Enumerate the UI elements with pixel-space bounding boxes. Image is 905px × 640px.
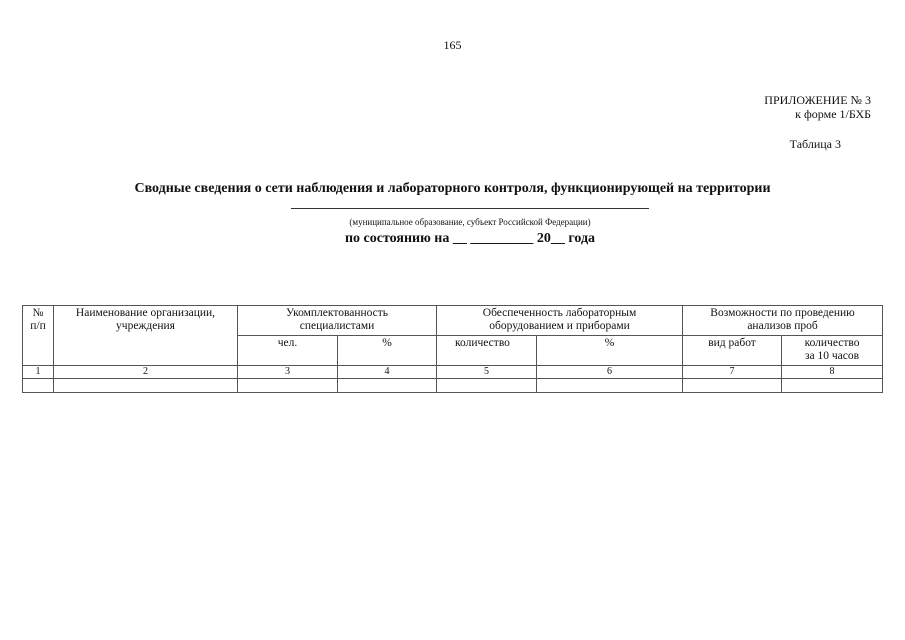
header-staffing bbox=[238, 306, 437, 336]
subheader-work-type: вид работ bbox=[683, 336, 782, 366]
column-number: 6 bbox=[537, 366, 683, 379]
table-cell bbox=[238, 379, 338, 393]
subheader-staff-percent: % bbox=[338, 336, 437, 366]
header-analysis-capacity bbox=[683, 306, 883, 336]
header-equipment bbox=[437, 306, 683, 336]
column-number-row bbox=[23, 366, 883, 379]
table-label: Таблица 3 bbox=[789, 137, 841, 151]
header-number-abbrev: п/п bbox=[30, 320, 46, 332]
territory-caption: (муниципальное образование, субъект Российской Федерации) bbox=[349, 217, 591, 227]
subheader-staff-count: чел. bbox=[238, 336, 338, 366]
column-number: 2 bbox=[54, 366, 238, 379]
document-title: Сводные сведения о сети наблюдения и лабораторного контроля, функционирующей на территории bbox=[134, 181, 771, 196]
header-staffing-line2: специалистами bbox=[299, 320, 375, 332]
header-analysis-line2: анализов проб bbox=[747, 320, 818, 332]
territory-blank-line bbox=[291, 208, 649, 209]
date-line: по состоянию на __ _________ 20__ года bbox=[344, 231, 596, 246]
column-number: 5 bbox=[437, 366, 537, 379]
appendix-form: к форме 1/БХБ bbox=[795, 107, 871, 121]
table-cell bbox=[54, 379, 238, 393]
header-number-symbol: № bbox=[32, 307, 44, 319]
table-cell bbox=[683, 379, 782, 393]
header-organization bbox=[54, 306, 238, 366]
header-organization-line2: учреждения bbox=[116, 320, 175, 332]
table-cell bbox=[437, 379, 537, 393]
appendix-reference bbox=[764, 93, 871, 121]
subheader-samples-count-line2: за 10 часов bbox=[804, 350, 860, 362]
header-equipment-line2: оборудованием и приборами bbox=[489, 320, 630, 332]
header-equipment-line1: Обеспеченность лабораторным bbox=[482, 307, 637, 319]
subheader-equipment-percent: % bbox=[537, 336, 683, 366]
table-row bbox=[23, 379, 883, 393]
table-cell bbox=[537, 379, 683, 393]
subheader-samples-count bbox=[782, 336, 883, 366]
subheader-samples-count-line1: количество bbox=[804, 337, 860, 349]
table-cell bbox=[23, 379, 54, 393]
header-organization-line1: Наименование организации, bbox=[75, 307, 216, 319]
column-number: 3 bbox=[238, 366, 338, 379]
column-number: 8 bbox=[782, 366, 883, 379]
column-number: 1 bbox=[23, 366, 54, 379]
header-staffing-line1: Укомплектованность bbox=[285, 307, 389, 319]
header-number bbox=[23, 306, 54, 366]
column-number: 4 bbox=[338, 366, 437, 379]
table-cell bbox=[782, 379, 883, 393]
appendix-number: ПРИЛОЖЕНИЕ № 3 bbox=[764, 93, 871, 107]
column-number: 7 bbox=[683, 366, 782, 379]
summary-table bbox=[22, 305, 883, 393]
subheader-equipment-count: количество bbox=[437, 336, 537, 366]
page-number: 165 bbox=[443, 38, 462, 52]
table-cell bbox=[338, 379, 437, 393]
header-analysis-line1: Возможности по проведению bbox=[710, 307, 855, 319]
